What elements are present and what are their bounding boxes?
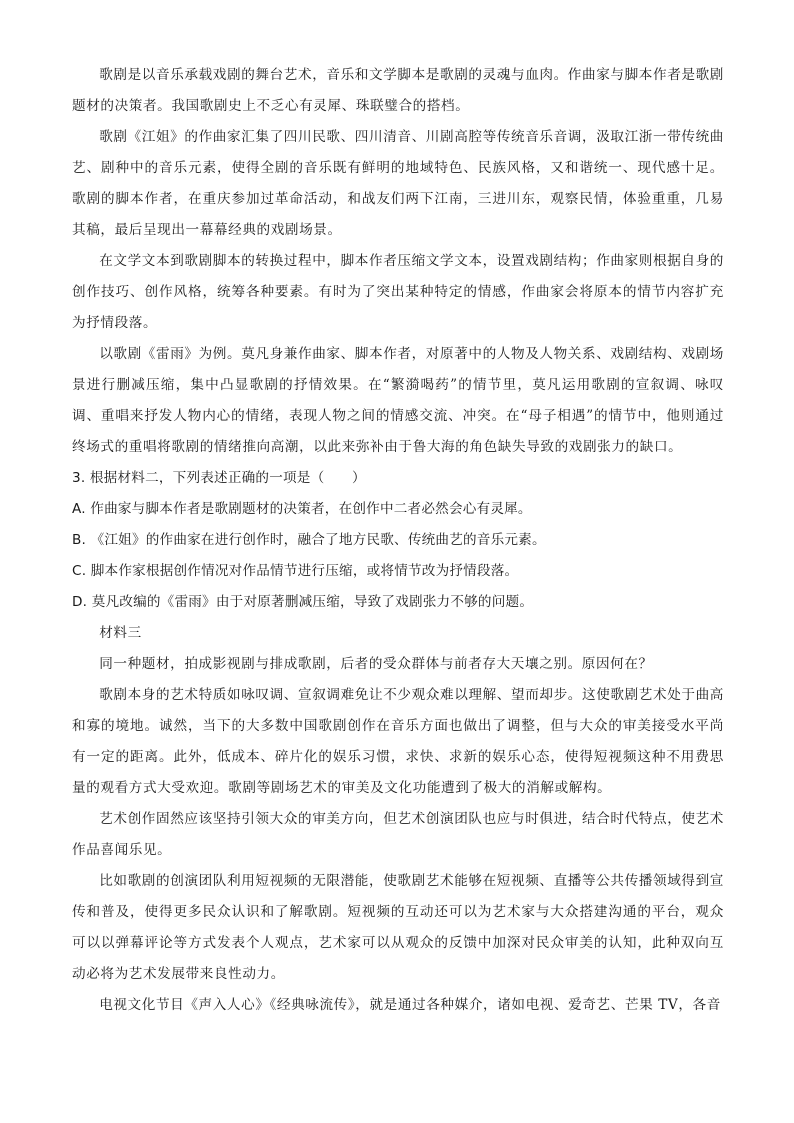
- question-3-option-b: B. 《江姐》的作曲家在进行创作时，融合了地方民歌、传统曲艺的音乐元素。: [72, 532, 546, 548]
- document-page: [72, 60, 724, 1021]
- question-3-option-d: D. 莫凡改编的《雷雨》由于对原著删减压缩，导致了戏剧张力不够的问题。: [72, 594, 534, 610]
- material3-paragraph-5: 电视文化节目《声入人心》《经典咏流传》，就是通过各种媒介，诸如电视、爱奇艺、芒果 TV，各音: [99, 997, 721, 1013]
- material3-paragraph-1: 同一种题材，拍成影视剧与排成歌剧，后者的受众群体与前者存大天壤之别。原因何在？: [99, 656, 653, 672]
- question-3-option-a: A. 作曲家与脚本作者是歌剧题材的决策者，在创作中二者必然会心有灵犀。: [72, 501, 532, 517]
- material2-paragraph-2: 歌剧《江姐》的作曲家汇集了四川民歌、四川清音、川剧高腔等传统音乐音调，汲取江浙一带传统曲艺、剧种中的音乐元素，使得全剧的音乐既有鲜明的地域特色、民族风格，又和谐统一、现代感十足。歌剧的脚本作者，在重庆参加过革命活动，和战友们两下江南，三进川东，观察民情，体验重重，几易其稿，最后呈现出一幕幕经典的戏剧场景。: [72, 129, 724, 238]
- material2-paragraph-3: 在文学文本到歌剧脚本的转换过程中，脚本作者压缩文学文本，设置戏剧结构；作曲家则根据自身的创作技巧、创作风格，统筹各种要素。有时为了突出某种特定的情感，作曲家会将原本的情节内容扩充为抒情段落。: [72, 253, 724, 331]
- material3-heading: 材料三: [99, 625, 142, 641]
- question-3-option-c: C. 脚本作家根据创作情况对作品情节进行压缩，或将情节改为抒情段落。: [72, 563, 519, 579]
- material3-paragraph-2: 歌剧本身的艺术特质如咏叹调、宣叙调难免让不少观众难以理解、望而却步。这使歌剧艺术处于曲高和寡的境地。诚然，当下的大多数中国歌剧创作在音乐方面也做出了调整，但与大众的审美接受水平尚有一定的距离。此外，低成本、碎片化的娱乐习惯，求快、求新的娱乐心态，使得短视频这种不用费思量的观看方式大受欢迎。歌剧等剧场艺术的审美及文化功能遭到了极大的消解或解构。: [72, 687, 724, 796]
- material3-paragraph-3: 艺术创作固然应该坚持引领大众的审美方向，但艺术创演团队也应与时俱进，结合时代特点，使艺术作品喜闻乐见。: [72, 811, 724, 858]
- question-3-stem: 3. 根据材料二，下列表述正确的一项是（ ）: [72, 470, 366, 486]
- material2-paragraph-1: 歌剧是以音乐承载戏剧的舞台艺术，音乐和文学脚本是歌剧的灵魂与血肉。作曲家与脚本作者是歌剧题材的决策者。我国歌剧史上不乏心有灵犀、珠联璧合的搭档。: [72, 67, 724, 114]
- material3-paragraph-4: 比如歌剧的创演团队利用短视频的无限潜能，使歌剧艺术能够在短视频、直播等公共传播领域得到宣传和普及，使得更多民众认识和了解歌剧。短视频的互动还可以为艺术家与大众搭建沟通的平台，观众可以以弹幕评论等方式发表个人观点，艺术家可以从观众的反馈中加深对民众审美的认知，此种双向互动必将为艺术发展带来良性动力。: [72, 873, 724, 982]
- material2-paragraph-4: 以歌剧《雷雨》为例。莫凡身兼作曲家、脚本作者，对原著中的人物及人物关系、戏剧结构、戏剧场景进行删减压缩，集中凸显歌剧的抒情效果。在“繁漪喝药”的情节里，莫凡运用歌剧的宣叙调、咏叹调、重唱来抒发人物内心的情绪，表现人物之间的情感交流、冲突。在“母子相遇”的情节中，他则通过终场式的重唱将歌剧的情绪推向高潮，以此来弥补由于鲁大海的角色缺失导致的戏剧张力的缺口。: [72, 346, 724, 455]
